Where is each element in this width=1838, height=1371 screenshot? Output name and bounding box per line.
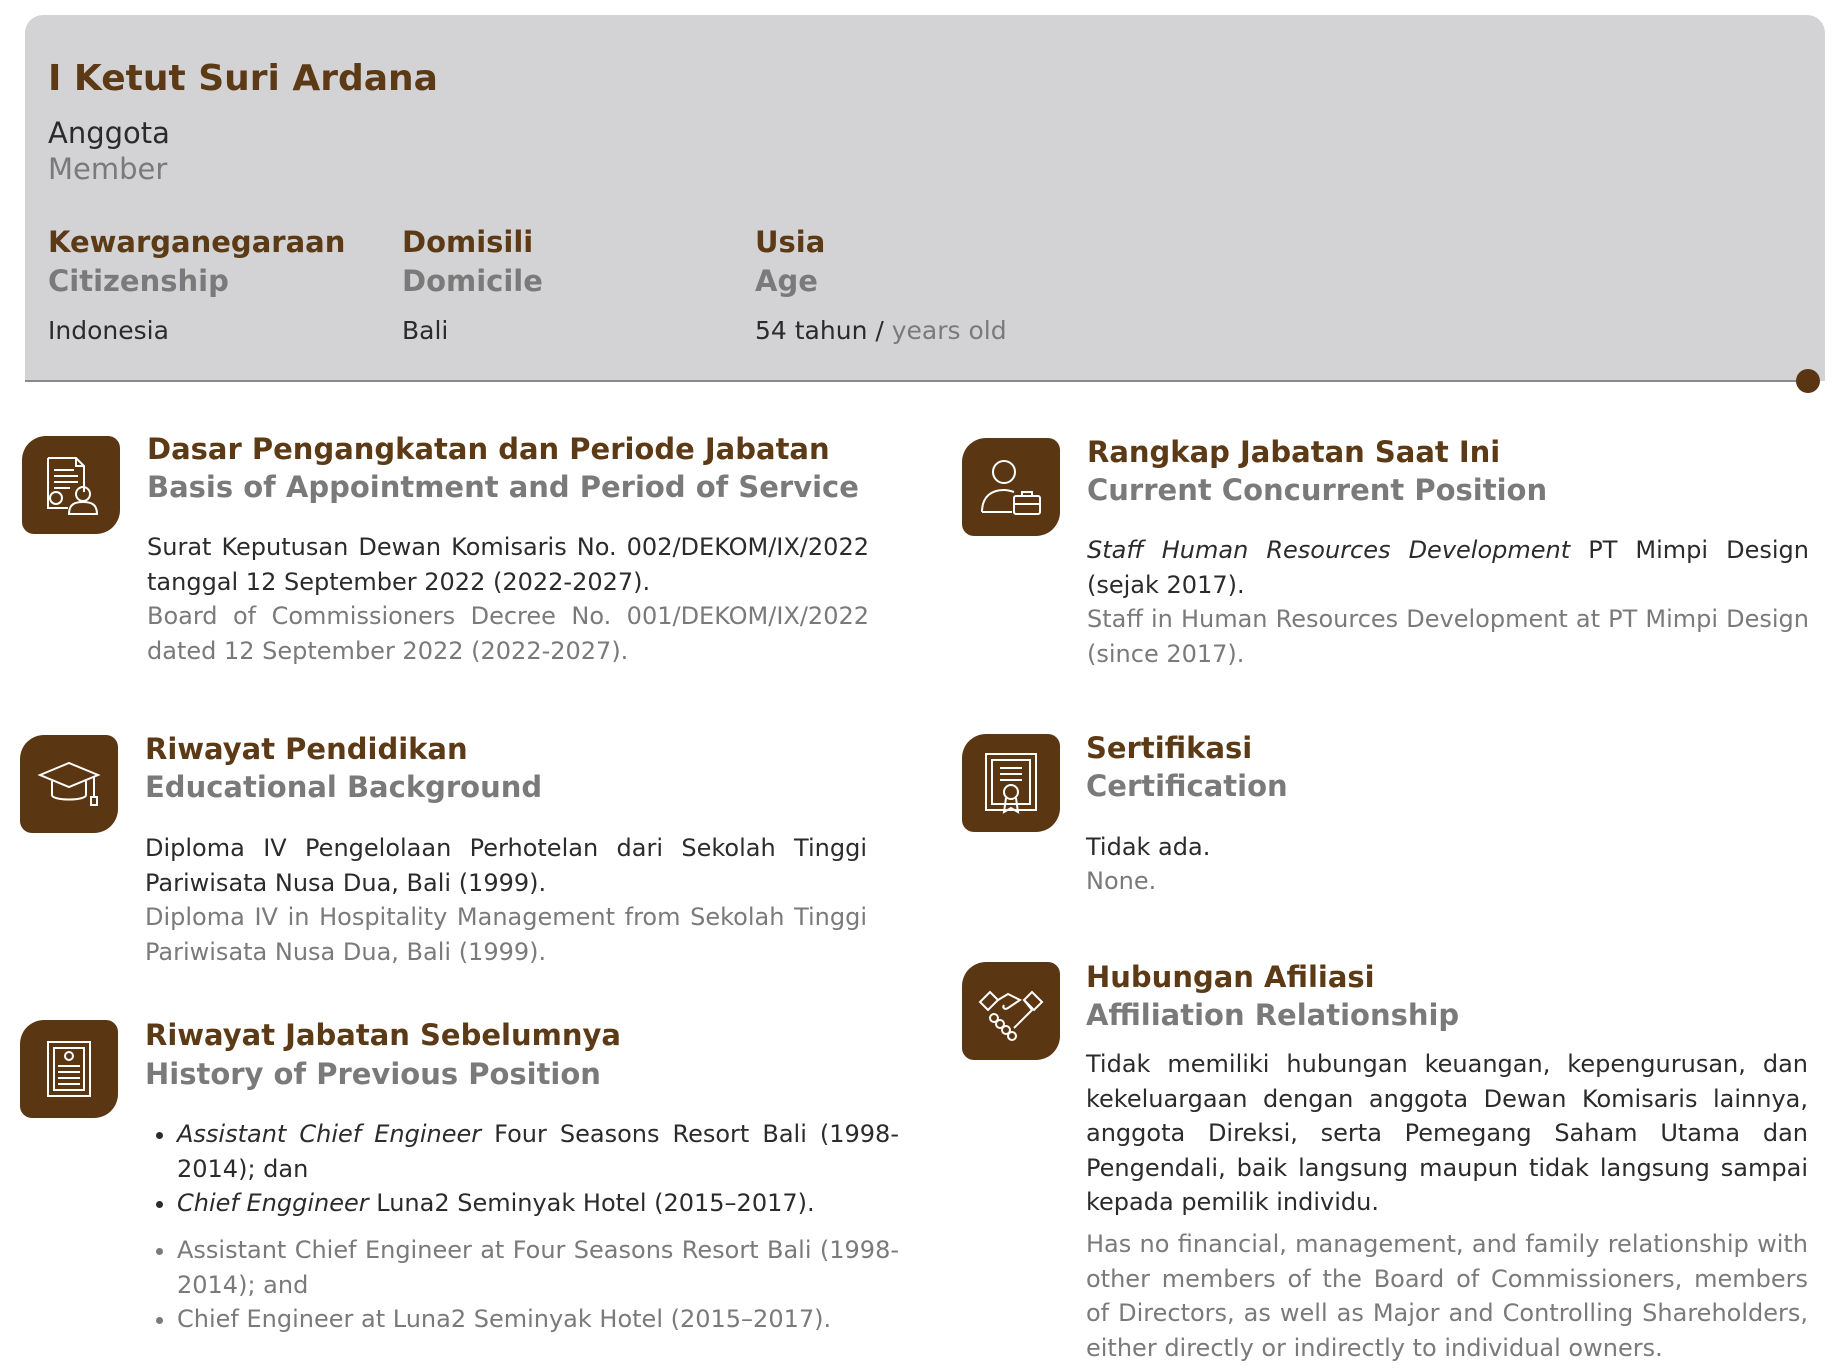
header-divider-line [25, 380, 1810, 382]
appointment-text-id: Surat Keputusan Dewan Komisaris No. 002/DEKOM/IX/2022 tanggal 12 September 2022 (2022-2027). [147, 533, 869, 596]
education-title-id: Riwayat Pendidikan [145, 732, 468, 766]
appointment-title-id: Dasar Pengangkatan dan Periode Jabatan [147, 432, 830, 466]
person-briefcase-icon [978, 454, 1044, 520]
concurrent-text-en: Staff in Human Resources Development at PT Mimpi Design (since 2017). [1087, 605, 1809, 668]
history-item-en: • Assistant Chief Engineer at Four Seasons Resort Bali (1998-2014); and [177, 1233, 899, 1302]
appointment-document-icon [38, 452, 104, 518]
profile-name: I Ketut Suri Ardana [48, 58, 438, 99]
concurrent-title-id: Rangkap Jabatan Saat Ini [1087, 435, 1501, 469]
certificate-icon [978, 750, 1044, 816]
age-block [755, 222, 1175, 348]
history-item-id-rest: Luna2 Seminyak Hotel (2015–2017). [368, 1189, 815, 1217]
certification-text-en: None. [1086, 867, 1157, 895]
domicile-label-id: Domisili [402, 225, 534, 259]
concurrent-title-en: Current Concurrent Position [1087, 473, 1548, 507]
appointment-title-en: Basis of Appointment and Period of Service [147, 470, 859, 504]
certification-title-en: Certification [1086, 769, 1288, 803]
concurrent-text-id-rest: PT Mimpi Design (sejak 2017). [1087, 536, 1809, 599]
history-item-id [177, 1117, 899, 1186]
education-text-id: Diploma IV Pengelolaan Perhotelan dari Sekolah Tinggi Pariwisata Nusa Dua, Bali (1999). [145, 834, 867, 897]
age-separator: / [867, 316, 892, 345]
affiliation-title-id: Hubungan Afiliasi [1086, 960, 1375, 994]
appointment-text-en: Board of Commissioners Decree No. 001/DEKOM/IX/2022 dated 12 September 2022 (2022-2027). [147, 602, 869, 665]
education-text-en: Diploma IV in Hospitality Management from Sekolah Tinggi Pariwisata Nusa Dua, Bali (1999). [145, 903, 867, 966]
profile-card-icon [36, 1036, 102, 1102]
concurrent-text-id-italic: Staff Human Resources Development [1087, 536, 1571, 564]
citizenship-label-id: Kewarganegaraan [48, 225, 346, 259]
affiliation-title-en: Affiliation Relationship [1086, 998, 1460, 1032]
citizenship-label-en: Citizenship [48, 264, 229, 298]
history-item-id-italic: Chief Enggineer [177, 1189, 369, 1217]
affiliation-icon-box [962, 962, 1060, 1060]
history-item-en: • Chief Engineer at Luna2 Seminyak Hotel (2015–2017). [177, 1302, 899, 1337]
history-icon-box [20, 1020, 118, 1118]
history-list-en [145, 1233, 899, 1337]
education-title-en: Educational Background [145, 770, 543, 804]
graduation-cap-icon [36, 751, 102, 817]
education-icon-box [20, 735, 118, 833]
history-item-id-italic: Assistant Chief Engineer [177, 1120, 482, 1148]
role-english: Member [48, 152, 168, 186]
age-value [755, 314, 1175, 348]
domicile-value: Bali [402, 316, 449, 345]
domicile-block [402, 222, 742, 348]
history-title-en: History of Previous Position [145, 1057, 601, 1091]
certification-icon-box [962, 734, 1060, 832]
history-item-id [177, 1186, 899, 1221]
certification-title-id: Sertifikasi [1086, 731, 1253, 765]
domicile-label-en: Domicile [402, 264, 543, 298]
age-value-en: years old [891, 316, 1007, 345]
age-label-id: Usia [755, 225, 826, 259]
age-label-en: Age [755, 264, 818, 298]
concurrent-text-id [1087, 533, 1809, 602]
appointment-icon-box [22, 436, 120, 534]
history-list-id [145, 1117, 899, 1221]
role-indonesian: Anggota [48, 116, 170, 150]
history-item-id-rest: Four Seasons Resort Bali (1998-2014); dan [177, 1120, 899, 1183]
affiliation-text-id: Tidak memiliki hubungan keuangan, kepengurusan, dan kekeluargaan dengan anggota Dewan Komisaris lainnya, anggota Direksi, serta Pemegang Saham Utama dan Pengendali, baik langsung maupun tidak langsung sampai kepada pemilik individu. [1086, 1050, 1808, 1216]
age-value-id: 54 tahun [755, 316, 868, 345]
affiliation-text-en: Has no financial, management, and family relationship with other members of the Board of Commissioners, members of Directors, as well as Major and Controlling Shareholders, either directly or indirectly to individual owners. [1086, 1230, 1808, 1362]
certification-text-id: Tidak ada. [1086, 833, 1211, 861]
header-divider-dot [1796, 369, 1820, 393]
handshake-icon [978, 978, 1044, 1044]
concurrent-icon-box [962, 438, 1060, 536]
citizenship-value: Indonesia [48, 316, 169, 345]
citizenship-block [48, 222, 388, 348]
history-title-id: Riwayat Jabatan Sebelumnya [145, 1018, 621, 1052]
